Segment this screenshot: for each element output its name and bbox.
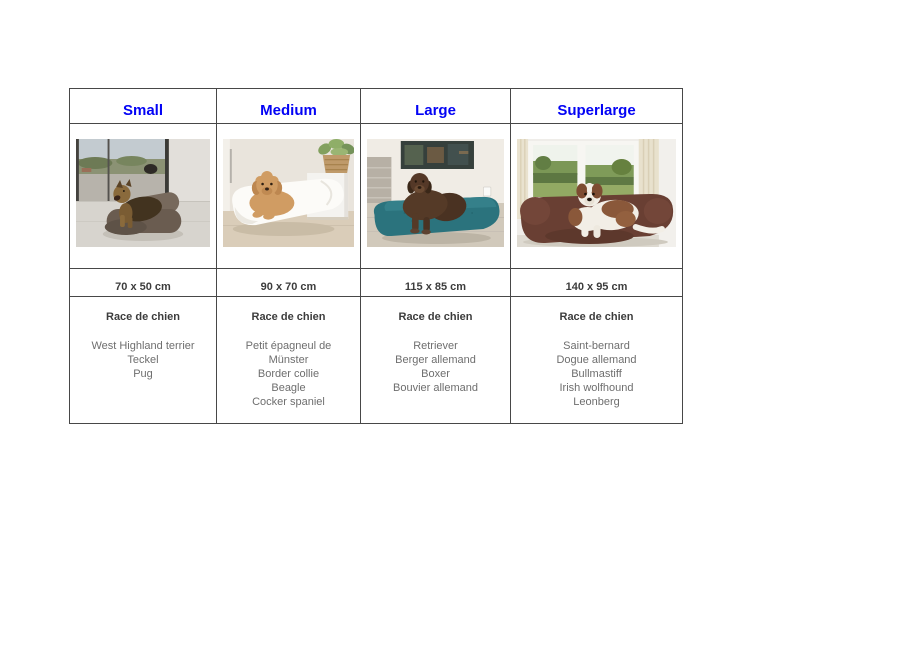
column-header-large: Large	[360, 89, 510, 123]
dimensions-superlarge: 140 x 95 cm	[510, 268, 682, 296]
dimensions-large: 115 x 85 cm	[360, 268, 510, 296]
breed-section-title: Race de chien	[398, 311, 473, 323]
photo-cell-medium	[216, 123, 360, 268]
breeds-cell-medium	[216, 296, 360, 423]
breed-item: Border collie	[257, 368, 320, 380]
breed-list-superlarge	[536, 339, 658, 409]
breed-item: Bullmastiff	[571, 368, 622, 380]
photo-large-illustration	[367, 139, 504, 247]
photo-cell-superlarge	[510, 123, 682, 268]
photo-medium	[223, 139, 354, 247]
breed-list-medium	[228, 339, 350, 409]
breed-item: Cocker spaniel	[252, 396, 325, 408]
column-header-medium: Medium	[216, 89, 360, 123]
dimensions-medium: 90 x 70 cm	[216, 268, 360, 296]
photo-cell-large	[360, 123, 510, 268]
breeds-cell-superlarge	[510, 296, 682, 423]
breed-item: West Highland terrier	[91, 340, 195, 352]
photo-superlarge	[517, 139, 676, 247]
breed-item: Petit épagneul de Münster	[245, 340, 332, 366]
breed-list-small	[82, 339, 204, 381]
breed-section-title: Race de chien	[251, 311, 326, 323]
column-header-small: Small	[122, 102, 164, 119]
column-header-superlarge: Superlarge	[510, 89, 682, 123]
breed-item: Irish wolfhound	[559, 382, 634, 394]
breed-item: Beagle	[271, 382, 306, 394]
breed-section-title: Race de chien	[559, 311, 634, 323]
photo-cell-small	[70, 123, 216, 268]
breed-item: Leonberg	[573, 396, 620, 408]
dog-bed-size-table	[69, 88, 683, 424]
photo-small-illustration	[76, 139, 210, 247]
dimensions-small: 70 x 50 cm	[70, 268, 216, 296]
breed-item: Bouvier allemand	[393, 382, 478, 394]
breed-item: Dogue allemand	[556, 354, 637, 366]
breeds-cell-small	[70, 296, 216, 423]
breed-item: Retriever	[413, 340, 458, 352]
photo-large	[367, 139, 504, 247]
breed-item: Teckel	[127, 354, 159, 366]
photo-superlarge-illustration	[517, 139, 676, 247]
breed-list-large	[375, 339, 497, 395]
photo-medium-illustration	[223, 139, 354, 247]
breed-item: Saint-bernard	[563, 340, 630, 352]
breed-item: Berger allemand	[395, 354, 476, 366]
breed-item: Pug	[133, 368, 153, 380]
breed-item: Boxer	[421, 368, 450, 380]
breeds-cell-large	[360, 296, 510, 423]
photo-small	[76, 139, 210, 247]
breed-section-title: Race de chien	[106, 311, 180, 323]
window-view	[76, 139, 210, 201]
